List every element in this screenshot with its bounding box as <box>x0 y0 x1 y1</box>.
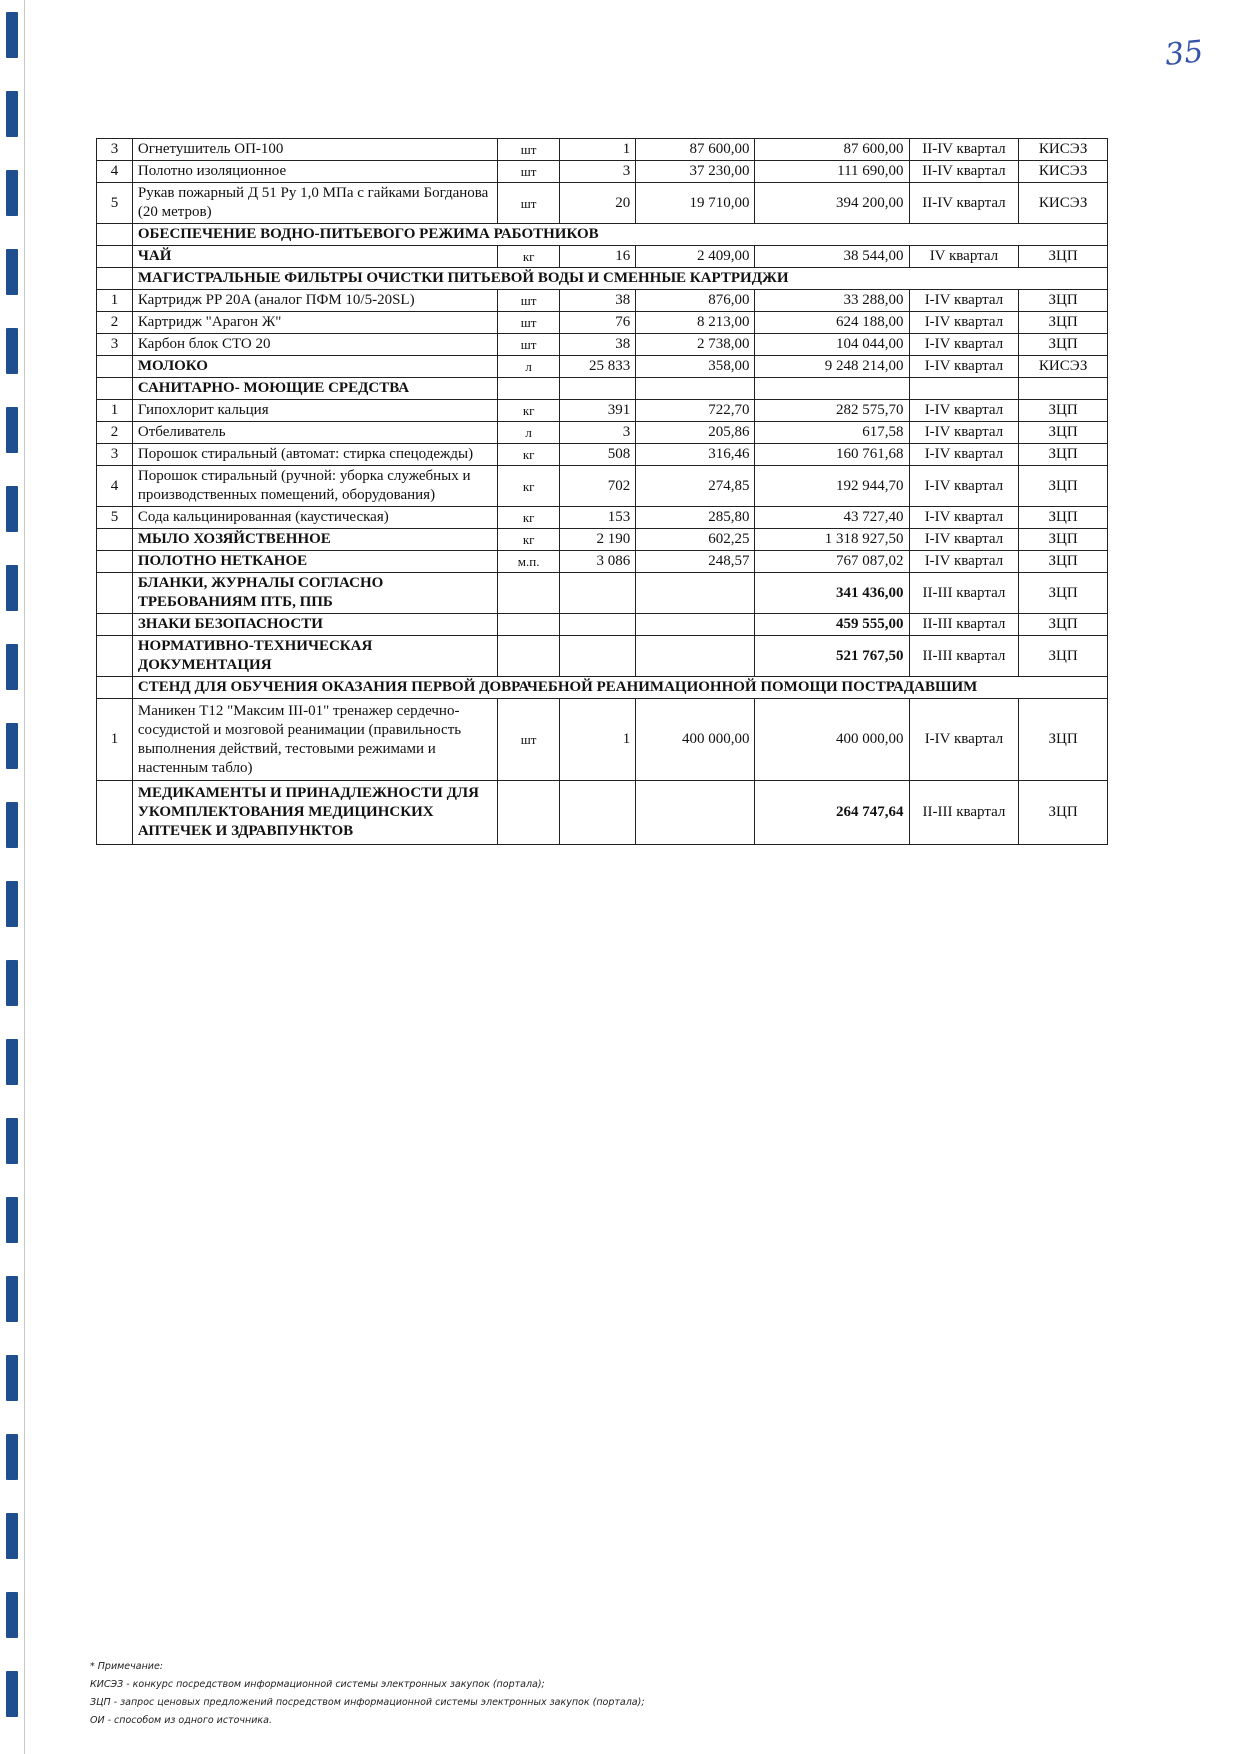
cell-unit <box>498 781 560 845</box>
cell-price: 2 409,00 <box>636 246 755 268</box>
cell-method: КИСЭЗ <box>1019 161 1108 183</box>
cell-qty: 1 <box>560 699 636 781</box>
cell-unit: кг <box>498 400 560 422</box>
cell-number: 1 <box>97 699 133 781</box>
table-row <box>97 356 1108 378</box>
cell-name: МЕДИКАМЕНТЫ И ПРИНАДЛЕЖНОСТИ ДЛЯ УКОМПЛЕКТОВАНИЯ МЕДИЦИНСКИХ АПТЕЧЕК И ЗДРАВПУНКТОВ <box>132 781 497 845</box>
cell-method: ЗЦП <box>1019 614 1108 636</box>
binding-strip <box>6 565 18 611</box>
cell-name: Порошок стиральный (ручной: уборка служебных и производственных помещений, оборудования) <box>132 466 497 507</box>
cell-sum: 104 044,00 <box>755 334 909 356</box>
cell-unit: кг <box>498 466 560 507</box>
cell-method: ЗЦП <box>1019 699 1108 781</box>
cell-method: ЗЦП <box>1019 400 1108 422</box>
binding-strip <box>6 960 18 1006</box>
cell-unit: кг <box>498 507 560 529</box>
cell-number <box>97 246 133 268</box>
cell-number <box>97 677 133 699</box>
cell-name: Сода кальцинированная (каустическая) <box>132 507 497 529</box>
cell-period: II-IV квартал <box>909 139 1019 161</box>
cell-qty: 3 <box>560 161 636 183</box>
binding-strip <box>6 1276 18 1322</box>
binding-strip <box>6 881 18 927</box>
cell-name: Картридж "Арагон Ж" <box>132 312 497 334</box>
cell-method: КИСЭЗ <box>1019 183 1108 224</box>
cell-name: Порошок стиральный (автомат: стирка спецодежды) <box>132 444 497 466</box>
cell-unit <box>498 614 560 636</box>
cell-sum: 394 200,00 <box>755 183 909 224</box>
cell-number: 4 <box>97 466 133 507</box>
cell-method: КИСЭЗ <box>1019 139 1108 161</box>
cell-qty <box>560 378 636 400</box>
cell-qty: 20 <box>560 183 636 224</box>
cell-unit: шт <box>498 139 560 161</box>
cell-period: I-IV квартал <box>909 529 1019 551</box>
cell-name: МОЛОКО <box>132 356 497 378</box>
cell-name: Полотно изоляционное <box>132 161 497 183</box>
cell-sum: 767 087,02 <box>755 551 909 573</box>
cell-price: 722,70 <box>636 400 755 422</box>
cell-sum: 341 436,00 <box>755 573 909 614</box>
table-row <box>97 246 1108 268</box>
cell-period <box>909 378 1019 400</box>
cell-sum: 33 288,00 <box>755 290 909 312</box>
cell-sum <box>755 378 909 400</box>
cell-qty: 3 <box>560 422 636 444</box>
table-row <box>97 268 1108 290</box>
cell-qty <box>560 573 636 614</box>
table-row <box>97 636 1108 677</box>
cell-price <box>636 614 755 636</box>
binding-strip <box>6 328 18 374</box>
spiral-binding <box>0 0 30 1754</box>
binding-strip <box>6 1355 18 1401</box>
cell-unit: кг <box>498 529 560 551</box>
cell-sum: 160 761,68 <box>755 444 909 466</box>
cell-method: КИСЭЗ <box>1019 356 1108 378</box>
table-row <box>97 422 1108 444</box>
cell-number <box>97 636 133 677</box>
cell-name: БЛАНКИ, ЖУРНАЛЫ СОГЛАСНО ТРЕБОВАНИЯМ ПТБ, ППБ <box>132 573 497 614</box>
cell-unit: шт <box>498 699 560 781</box>
cell-unit <box>498 636 560 677</box>
cell-unit: кг <box>498 444 560 466</box>
cell-name: САНИТАРНО- МОЮЩИЕ СРЕДСТВА <box>132 378 497 400</box>
cell-qty: 3 086 <box>560 551 636 573</box>
cell-period: II-IV квартал <box>909 161 1019 183</box>
cell-name: НОРМАТИВНО-ТЕХНИЧЕСКАЯ ДОКУМЕНТАЦИЯ <box>132 636 497 677</box>
cell-period: I-IV квартал <box>909 699 1019 781</box>
page-number: 35 <box>1163 34 1205 73</box>
cell-number: 3 <box>97 139 133 161</box>
cell-name: Рукав пожарный Д 51 Ру 1,0 МПа с гайками Богданова (20 метров) <box>132 183 497 224</box>
table-row <box>97 224 1108 246</box>
cell-period: I-IV квартал <box>909 507 1019 529</box>
binding-strip <box>6 1118 18 1164</box>
cell-price: 876,00 <box>636 290 755 312</box>
table-row <box>97 290 1108 312</box>
cell-sum: 38 544,00 <box>755 246 909 268</box>
cell-qty <box>560 614 636 636</box>
cell-sum: 43 727,40 <box>755 507 909 529</box>
cell-number: 5 <box>97 183 133 224</box>
footnote-title: * Примечание: <box>90 1661 163 1672</box>
cell-period: II-III квартал <box>909 636 1019 677</box>
cell-number <box>97 224 133 246</box>
cell-price <box>636 378 755 400</box>
cell-qty: 16 <box>560 246 636 268</box>
cell-period: I-IV квартал <box>909 356 1019 378</box>
cell-period: I-IV квартал <box>909 290 1019 312</box>
cell-qty: 508 <box>560 444 636 466</box>
cell-period: I-IV квартал <box>909 334 1019 356</box>
cell-sum: 192 944,70 <box>755 466 909 507</box>
footnotes <box>90 1658 645 1730</box>
cell-price: 37 230,00 <box>636 161 755 183</box>
cell-price: 8 213,00 <box>636 312 755 334</box>
binding-strip <box>6 1434 18 1480</box>
cell-number <box>97 781 133 845</box>
cell-unit: шт <box>498 334 560 356</box>
binding-strip <box>6 1671 18 1717</box>
cell-unit: л <box>498 356 560 378</box>
cell-number: 2 <box>97 422 133 444</box>
binding-strip <box>6 12 18 58</box>
cell-sum: 282 575,70 <box>755 400 909 422</box>
cell-method: ЗЦП <box>1019 529 1108 551</box>
section-title: ОБЕСПЕЧЕНИЕ ВОДНО-ПИТЬЕВОГО РЕЖИМА РАБОТНИКОВ <box>132 224 1107 246</box>
footnote-line: ЗЦП - запрос ценовых предложений посредством информационной системы электронных закупок (портала); <box>90 1697 645 1708</box>
cell-qty: 38 <box>560 290 636 312</box>
cell-price: 2 738,00 <box>636 334 755 356</box>
cell-method: ЗЦП <box>1019 573 1108 614</box>
binding-strip <box>6 1513 18 1559</box>
cell-sum: 264 747,64 <box>755 781 909 845</box>
table-row <box>97 444 1108 466</box>
table-row <box>97 699 1108 781</box>
table-row <box>97 183 1108 224</box>
cell-unit: шт <box>498 312 560 334</box>
cell-price <box>636 781 755 845</box>
cell-sum: 87 600,00 <box>755 139 909 161</box>
cell-name: Гипохлорит кальция <box>132 400 497 422</box>
cell-price: 285,80 <box>636 507 755 529</box>
cell-name: ЗНАКИ БЕЗОПАСНОСТИ <box>132 614 497 636</box>
cell-method <box>1019 378 1108 400</box>
cell-method: ЗЦП <box>1019 551 1108 573</box>
binding-strip <box>6 249 18 295</box>
cell-qty: 25 833 <box>560 356 636 378</box>
cell-method: ЗЦП <box>1019 781 1108 845</box>
table-row <box>97 529 1108 551</box>
cell-name: ЧАЙ <box>132 246 497 268</box>
cell-period: II-III квартал <box>909 781 1019 845</box>
cell-name: ПОЛОТНО НЕТКАНОЕ <box>132 551 497 573</box>
cell-number <box>97 551 133 573</box>
binding-strip <box>6 644 18 690</box>
cell-price: 205,86 <box>636 422 755 444</box>
binding-strip <box>6 407 18 453</box>
cell-qty: 2 190 <box>560 529 636 551</box>
cell-price: 19 710,00 <box>636 183 755 224</box>
section-title: МАГИСТРАЛЬНЫЕ ФИЛЬТРЫ ОЧИСТКИ ПИТЬЕВОЙ ВОДЫ И СМЕННЫЕ КАРТРИДЖИ <box>132 268 1107 290</box>
cell-period: II-III квартал <box>909 614 1019 636</box>
binding-strip <box>6 802 18 848</box>
cell-method: ЗЦП <box>1019 312 1108 334</box>
cell-unit <box>498 573 560 614</box>
cell-number <box>97 356 133 378</box>
cell-sum: 9 248 214,00 <box>755 356 909 378</box>
table-row <box>97 139 1108 161</box>
cell-method: ЗЦП <box>1019 246 1108 268</box>
table-row <box>97 551 1108 573</box>
table-row <box>97 781 1108 845</box>
cell-price: 358,00 <box>636 356 755 378</box>
binding-strip <box>6 91 18 137</box>
footnote-line: ОИ - способом из одного источника. <box>90 1715 272 1726</box>
cell-method: ЗЦП <box>1019 444 1108 466</box>
cell-price: 602,25 <box>636 529 755 551</box>
section-title: СТЕНД ДЛЯ ОБУЧЕНИЯ ОКАЗАНИЯ ПЕРВОЙ ДОВРАЧЕБНОЙ РЕАНИМАЦИОННОЙ ПОМОЩИ ПОСТРАДАВШИМ <box>132 677 1107 699</box>
binding-strip <box>6 170 18 216</box>
cell-sum: 624 188,00 <box>755 312 909 334</box>
cell-method: ЗЦП <box>1019 334 1108 356</box>
cell-name: Маникен Т12 "Максим III-01" тренажер сердечно-сосудистой и мозговой реанимации (правильность выполнения действий, тестовыми режимами и настенным табло) <box>132 699 497 781</box>
cell-price <box>636 573 755 614</box>
cell-number: 2 <box>97 312 133 334</box>
cell-number: 3 <box>97 334 133 356</box>
cell-qty: 391 <box>560 400 636 422</box>
cell-period: I-IV квартал <box>909 551 1019 573</box>
cell-name: Картридж PP 20A (аналог ПФМ 10/5-20SL) <box>132 290 497 312</box>
cell-qty: 1 <box>560 139 636 161</box>
cell-qty: 702 <box>560 466 636 507</box>
cell-sum: 617,58 <box>755 422 909 444</box>
cell-method: ЗЦП <box>1019 422 1108 444</box>
cell-number: 5 <box>97 507 133 529</box>
table-row <box>97 677 1108 699</box>
cell-number <box>97 378 133 400</box>
cell-price: 248,57 <box>636 551 755 573</box>
cell-price: 87 600,00 <box>636 139 755 161</box>
cell-unit: шт <box>498 290 560 312</box>
cell-unit: л <box>498 422 560 444</box>
table-row <box>97 334 1108 356</box>
cell-sum: 459 555,00 <box>755 614 909 636</box>
cell-price: 274,85 <box>636 466 755 507</box>
page-edge <box>24 0 25 1754</box>
binding-strip <box>6 723 18 769</box>
cell-period: I-IV квартал <box>909 422 1019 444</box>
cell-number <box>97 614 133 636</box>
cell-method: ЗЦП <box>1019 636 1108 677</box>
cell-number <box>97 268 133 290</box>
binding-strip <box>6 1039 18 1085</box>
cell-period: IV квартал <box>909 246 1019 268</box>
cell-method: ЗЦП <box>1019 466 1108 507</box>
table-row <box>97 312 1108 334</box>
table-row <box>97 161 1108 183</box>
cell-period: I-IV квартал <box>909 444 1019 466</box>
cell-price: 400 000,00 <box>636 699 755 781</box>
cell-number <box>97 529 133 551</box>
cell-number: 3 <box>97 444 133 466</box>
footnote-line: КИСЭЗ - конкурс посредством информационной системы электронных закупок (портала); <box>90 1679 545 1690</box>
cell-number: 4 <box>97 161 133 183</box>
cell-name: Карбон блок CTO 20 <box>132 334 497 356</box>
cell-period: I-IV квартал <box>909 400 1019 422</box>
cell-price <box>636 636 755 677</box>
binding-strip <box>6 486 18 532</box>
cell-number <box>97 573 133 614</box>
cell-method: ЗЦП <box>1019 507 1108 529</box>
cell-unit: м.п. <box>498 551 560 573</box>
cell-number: 1 <box>97 400 133 422</box>
cell-unit <box>498 378 560 400</box>
cell-qty: 153 <box>560 507 636 529</box>
table-row <box>97 573 1108 614</box>
cell-qty: 76 <box>560 312 636 334</box>
cell-period: II-III квартал <box>909 573 1019 614</box>
table-row <box>97 507 1108 529</box>
cell-period: II-IV квартал <box>909 183 1019 224</box>
cell-unit: шт <box>498 183 560 224</box>
table-row <box>97 614 1108 636</box>
cell-sum: 521 767,50 <box>755 636 909 677</box>
cell-period: I-IV квартал <box>909 466 1019 507</box>
cell-sum: 1 318 927,50 <box>755 529 909 551</box>
table-row <box>97 400 1108 422</box>
cell-method: ЗЦП <box>1019 290 1108 312</box>
cell-name: Отбеливатель <box>132 422 497 444</box>
cell-number: 1 <box>97 290 133 312</box>
binding-strip <box>6 1592 18 1638</box>
table-row <box>97 378 1108 400</box>
cell-qty <box>560 781 636 845</box>
cell-price: 316,46 <box>636 444 755 466</box>
binding-strip <box>6 1197 18 1243</box>
cell-name: МЫЛО ХОЗЯЙСТВЕННОЕ <box>132 529 497 551</box>
cell-qty: 38 <box>560 334 636 356</box>
cell-unit: кг <box>498 246 560 268</box>
cell-period: I-IV квартал <box>909 312 1019 334</box>
cell-sum: 111 690,00 <box>755 161 909 183</box>
cell-sum: 400 000,00 <box>755 699 909 781</box>
table-row <box>97 466 1108 507</box>
cell-qty <box>560 636 636 677</box>
procurement-table <box>96 138 1108 845</box>
cell-name: Огнетушитель ОП-100 <box>132 139 497 161</box>
cell-unit: шт <box>498 161 560 183</box>
